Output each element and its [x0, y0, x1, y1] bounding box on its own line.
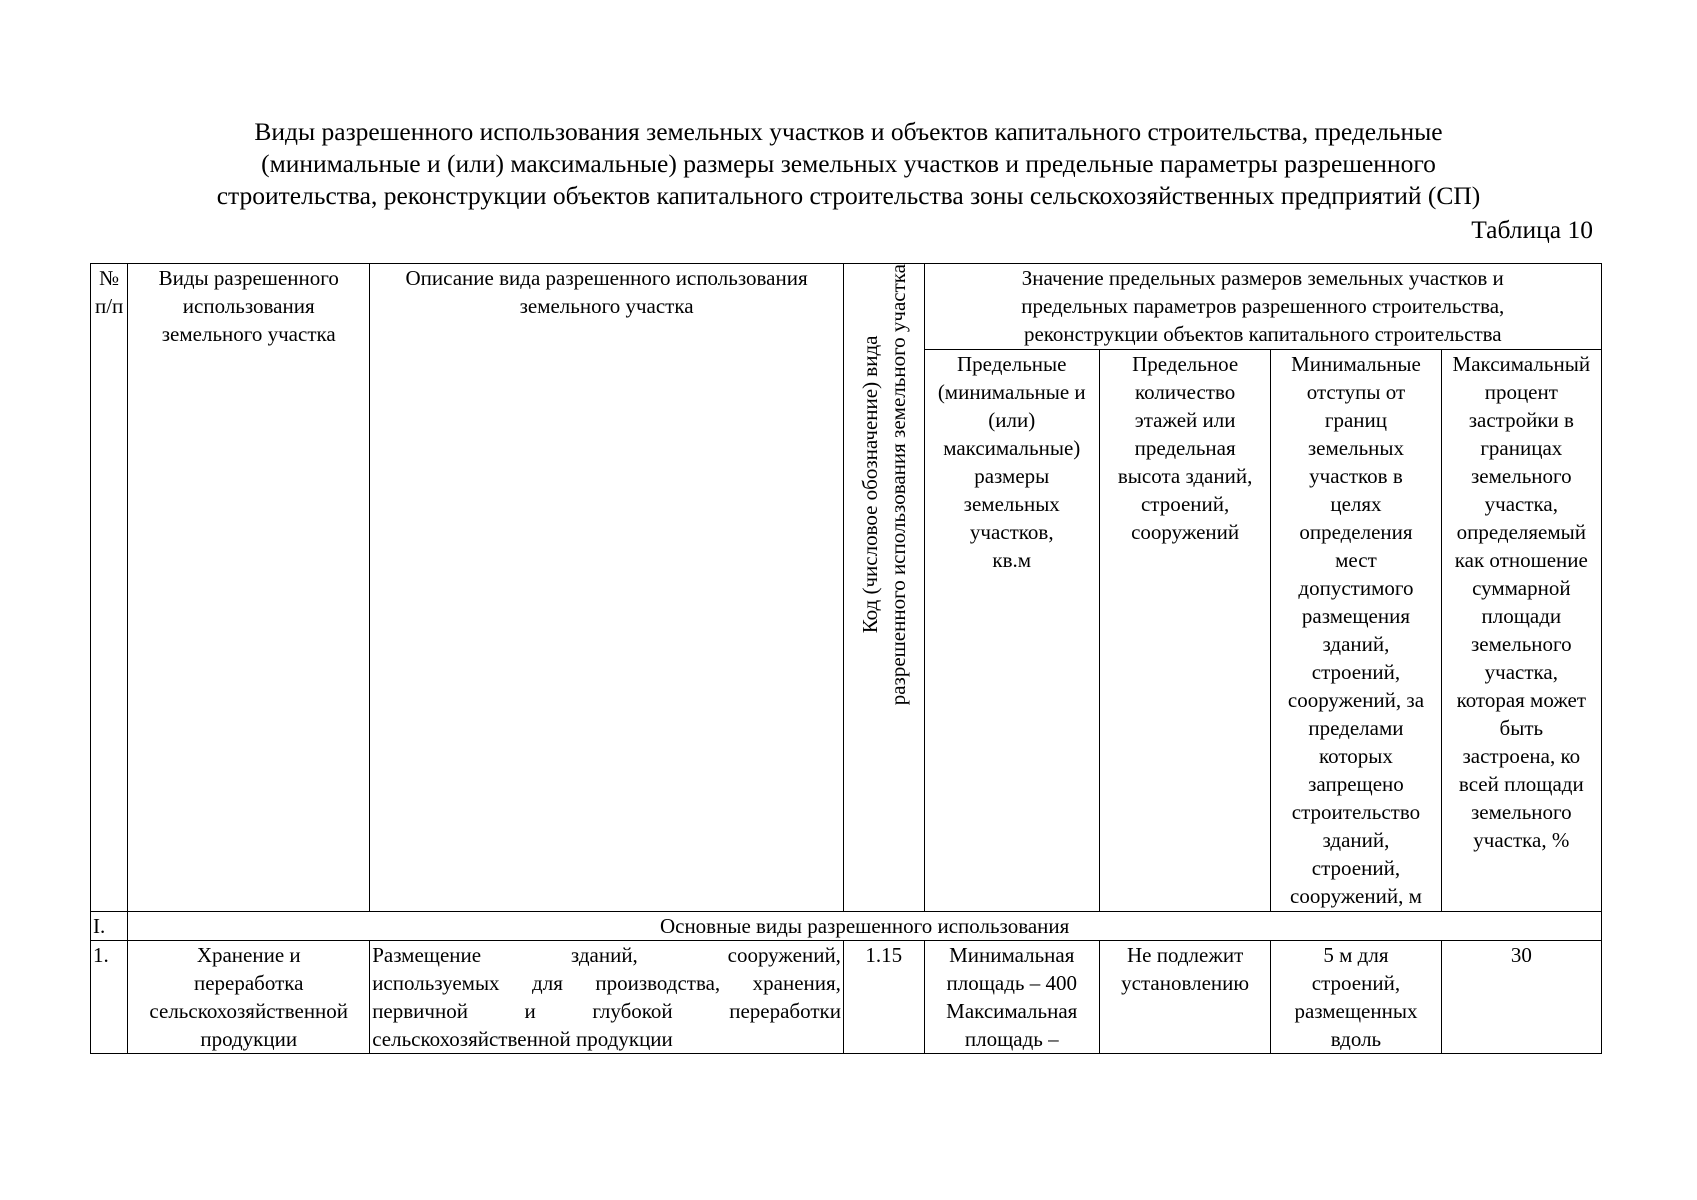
title-line: строительства, реконструкции объектов капитального строительства зоны сельскохозяйственных предприятий (СП): [216, 181, 1481, 210]
header-size: Предельные (минимальные и (или) максимальные) размеры земельных участков, кв.м: [924, 350, 1099, 912]
header-num: № п/п: [91, 264, 128, 912]
row-setbacks: 5 м для строений, размещенных вдоль: [1271, 941, 1441, 1054]
row-type: Хранение и переработка сельскохозяйственной продукции: [128, 941, 370, 1054]
section-row: [91, 912, 1602, 941]
row-num: 1.: [91, 941, 128, 1054]
header-description: Описание вида разрешенного использования земельного участка: [370, 264, 844, 912]
row-code: 1.15: [843, 941, 924, 1054]
header-coverage: Максимальный процент застройки в границах земельного участка, определяемый как отношение суммарной площади земельного участка, которая может быть застроена, ко всей площади земельного участка, %: [1441, 350, 1601, 912]
zoning-table: [90, 263, 1602, 1054]
header-values-group: Значение предельных размеров земельных участков и предельных параметров разрешенного строительства, реконструкции объектов капитального строительства: [924, 264, 1601, 350]
section-number: I.: [91, 912, 128, 941]
header-setbacks: Минимальные отступы от границ земельных участков в целях определения мест допустимого размещения зданий, строений, сооружений, за пределами которых запрещено строительство зданий, строений, сооружений, м: [1271, 350, 1441, 912]
header-type: Виды разрешенного использования земельного участка: [128, 264, 370, 912]
row-size: Минимальная площадь – 400 Максимальная площадь –: [924, 941, 1099, 1054]
title-line: (минимальные и (или) максимальные) размеры земельных участков и предельные параметры разрешенного: [261, 149, 1436, 178]
table-number: Таблица 10: [1471, 215, 1593, 244]
row-coverage: 30: [1441, 941, 1601, 1054]
document-title: [0, 116, 1697, 212]
header-floors: Предельное количество этажей или предельная высота зданий, строений, сооружений: [1099, 350, 1270, 912]
table-row: [91, 941, 1602, 1054]
header-code: Код (числовое обозначение) вида разрешенного использования земельного участка: [843, 264, 924, 912]
title-line: Виды разрешенного использования земельных участков и объектов капитального строительства, предельные: [254, 117, 1443, 146]
row-description: Размещение зданий, сооружений, используемых для производства, хранения, первичной и глубокой переработки сельскохозяйственной продукции: [370, 941, 844, 1054]
row-floors: Не подлежит установлению: [1099, 941, 1270, 1054]
section-title: Основные виды разрешенного использования: [128, 912, 1602, 941]
